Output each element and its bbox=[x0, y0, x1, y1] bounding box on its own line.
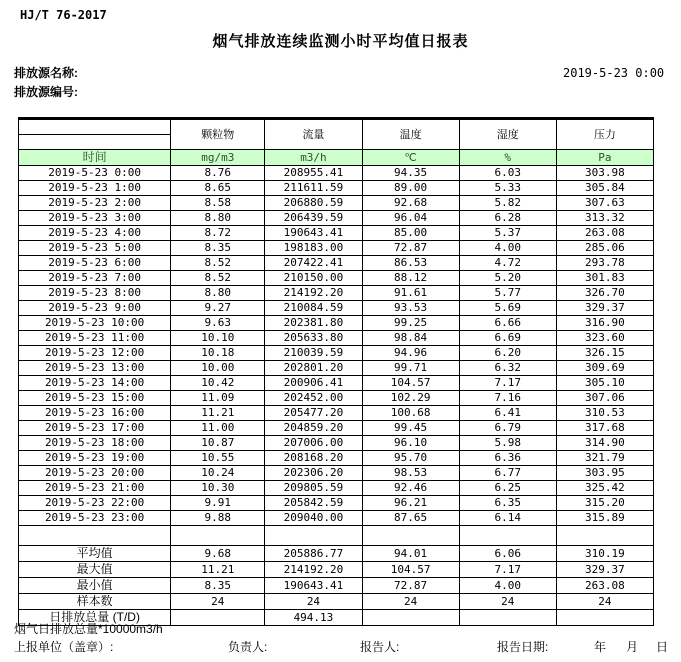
hour-row bbox=[19, 301, 654, 316]
report-datetime: 2019-5-23 0:00 bbox=[563, 66, 665, 80]
value-cell: 310.53 bbox=[556, 406, 653, 421]
value-cell: 6.20 bbox=[459, 346, 556, 361]
value-cell: 205633.80 bbox=[265, 331, 362, 346]
time-cell: 2019-5-23 18:00 bbox=[19, 436, 171, 451]
value-cell: 8.35 bbox=[171, 241, 265, 256]
hour-row bbox=[19, 361, 654, 376]
unit-cell-humidity: % bbox=[459, 150, 556, 166]
value-cell: 326.15 bbox=[556, 346, 653, 361]
value-cell: 316.90 bbox=[556, 316, 653, 331]
value-cell: 6.77 bbox=[459, 466, 556, 481]
value-cell: 207422.41 bbox=[265, 256, 362, 271]
header-empty-cell bbox=[19, 119, 171, 135]
value-cell: 190643.41 bbox=[265, 226, 362, 241]
hour-row bbox=[19, 421, 654, 436]
value-cell: 99.25 bbox=[362, 316, 459, 331]
value-cell: 315.20 bbox=[556, 496, 653, 511]
value-cell: 9.88 bbox=[171, 511, 265, 526]
value-cell: 214192.20 bbox=[265, 286, 362, 301]
value-cell: 102.29 bbox=[362, 391, 459, 406]
value-cell: 5.33 bbox=[459, 181, 556, 196]
time-cell: 2019-5-23 23:00 bbox=[19, 511, 171, 526]
hour-row bbox=[19, 346, 654, 361]
value-cell: 200906.41 bbox=[265, 376, 362, 391]
value-cell: 8.52 bbox=[171, 256, 265, 271]
value-cell: 10.42 bbox=[171, 376, 265, 391]
header-rows bbox=[19, 119, 654, 166]
value-cell: 92.68 bbox=[362, 196, 459, 211]
value-cell: 5.77 bbox=[459, 286, 556, 301]
summary-row bbox=[19, 578, 654, 594]
value-cell: 10.00 bbox=[171, 361, 265, 376]
value-cell: 214192.20 bbox=[265, 562, 362, 578]
total-emission-note: 烟气日排放总量*10000m3/h bbox=[14, 622, 163, 636]
time-cell: 2019-5-23 2:00 bbox=[19, 196, 171, 211]
value-cell: 202381.80 bbox=[265, 316, 362, 331]
value-cell: 202801.20 bbox=[265, 361, 362, 376]
column-header-temperature: 温度 bbox=[362, 119, 459, 150]
value-cell: 210150.00 bbox=[265, 271, 362, 286]
value-cell: 209805.59 bbox=[265, 481, 362, 496]
time-cell: 2019-5-23 8:00 bbox=[19, 286, 171, 301]
value-cell: 24 bbox=[265, 594, 362, 610]
time-cell: 2019-5-23 5:00 bbox=[19, 241, 171, 256]
hour-row bbox=[19, 376, 654, 391]
value-cell: 6.36 bbox=[459, 451, 556, 466]
value-cell: 91.61 bbox=[362, 286, 459, 301]
value-cell: 92.46 bbox=[362, 481, 459, 496]
spacer-row bbox=[19, 526, 654, 546]
value-cell: 9.68 bbox=[171, 546, 265, 562]
value-cell: 85.00 bbox=[362, 226, 459, 241]
value-cell: 211611.59 bbox=[265, 181, 362, 196]
value-cell: 94.35 bbox=[362, 166, 459, 181]
value-cell: 24 bbox=[459, 594, 556, 610]
value-cell: 99.45 bbox=[362, 421, 459, 436]
value-cell: 99.71 bbox=[362, 361, 459, 376]
value-cell: 198183.00 bbox=[265, 241, 362, 256]
value-cell: 11.09 bbox=[171, 391, 265, 406]
time-header-cell: 时间 bbox=[19, 150, 171, 166]
value-cell: 206880.59 bbox=[265, 196, 362, 211]
column-header-pressure: 压力 bbox=[556, 119, 653, 150]
value-cell: 263.08 bbox=[556, 578, 653, 594]
unit-cell-pressure: Pa bbox=[556, 150, 653, 166]
value-cell: 24 bbox=[556, 594, 653, 610]
value-cell: 202306.20 bbox=[265, 466, 362, 481]
hour-row bbox=[19, 181, 654, 196]
time-cell: 2019-5-23 7:00 bbox=[19, 271, 171, 286]
reporting-unit-label: 上报单位（盖章）: bbox=[14, 640, 114, 654]
hour-row bbox=[19, 436, 654, 451]
value-cell: 8.65 bbox=[171, 181, 265, 196]
value-cell: 100.68 bbox=[362, 406, 459, 421]
value-cell: 6.35 bbox=[459, 496, 556, 511]
value-cell: 6.69 bbox=[459, 331, 556, 346]
value-cell: 4.00 bbox=[459, 241, 556, 256]
value-cell: 5.82 bbox=[459, 196, 556, 211]
value-cell: 8.72 bbox=[171, 226, 265, 241]
value-cell: 317.68 bbox=[556, 421, 653, 436]
summary-row bbox=[19, 546, 654, 562]
value-cell: 7.17 bbox=[459, 562, 556, 578]
time-cell: 2019-5-23 11:00 bbox=[19, 331, 171, 346]
value-cell: 205477.20 bbox=[265, 406, 362, 421]
time-cell: 2019-5-23 3:00 bbox=[19, 211, 171, 226]
summary-row bbox=[19, 562, 654, 578]
reporter-label: 报告人: bbox=[360, 640, 400, 654]
value-cell: 202452.00 bbox=[265, 391, 362, 406]
value-cell: 95.70 bbox=[362, 451, 459, 466]
source-code-label: 排放源编号: bbox=[14, 85, 78, 99]
value-cell bbox=[459, 610, 556, 626]
value-cell: 6.79 bbox=[459, 421, 556, 436]
value-cell bbox=[362, 526, 459, 546]
hour-row bbox=[19, 511, 654, 526]
hour-row bbox=[19, 481, 654, 496]
value-cell: 323.60 bbox=[556, 331, 653, 346]
value-cell: 89.00 bbox=[362, 181, 459, 196]
summary-label-cell: 最小值 bbox=[19, 578, 171, 594]
value-cell: 10.24 bbox=[171, 466, 265, 481]
value-cell: 94.96 bbox=[362, 346, 459, 361]
unit-cell-flow: m3/h bbox=[265, 150, 362, 166]
value-cell: 8.52 bbox=[171, 271, 265, 286]
value-cell: 307.06 bbox=[556, 391, 653, 406]
hour-row bbox=[19, 391, 654, 406]
value-cell: 8.80 bbox=[171, 286, 265, 301]
time-cell: 2019-5-23 14:00 bbox=[19, 376, 171, 391]
value-cell: 209040.00 bbox=[265, 511, 362, 526]
value-cell: 326.70 bbox=[556, 286, 653, 301]
value-cell: 6.66 bbox=[459, 316, 556, 331]
time-cell: 2019-5-23 21:00 bbox=[19, 481, 171, 496]
value-cell bbox=[556, 610, 653, 626]
table-header-row bbox=[19, 119, 654, 135]
column-header-particulate: 颗粒物 bbox=[171, 119, 265, 150]
value-cell bbox=[459, 526, 556, 546]
value-cell: 4.00 bbox=[459, 578, 556, 594]
year-label: 年 bbox=[594, 640, 607, 654]
value-cell: 6.06 bbox=[459, 546, 556, 562]
value-cell: 5.20 bbox=[459, 271, 556, 286]
value-cell: 285.06 bbox=[556, 241, 653, 256]
value-cell: 87.65 bbox=[362, 511, 459, 526]
value-cell: 10.30 bbox=[171, 481, 265, 496]
value-cell: 301.83 bbox=[556, 271, 653, 286]
value-cell: 313.32 bbox=[556, 211, 653, 226]
value-cell: 9.27 bbox=[171, 301, 265, 316]
value-cell: 6.41 bbox=[459, 406, 556, 421]
hour-row bbox=[19, 226, 654, 241]
value-cell: 305.84 bbox=[556, 181, 653, 196]
time-cell: 2019-5-23 13:00 bbox=[19, 361, 171, 376]
value-cell: 9.63 bbox=[171, 316, 265, 331]
value-cell: 104.57 bbox=[362, 376, 459, 391]
value-cell: 11.21 bbox=[171, 406, 265, 421]
summary-label-cell: 最大值 bbox=[19, 562, 171, 578]
value-cell: 88.12 bbox=[362, 271, 459, 286]
responsible-person-label: 负责人: bbox=[228, 640, 268, 654]
value-cell: 325.42 bbox=[556, 481, 653, 496]
column-header-flow: 流量 bbox=[265, 119, 362, 150]
value-cell: 205842.59 bbox=[265, 496, 362, 511]
hour-row bbox=[19, 496, 654, 511]
value-cell: 303.95 bbox=[556, 466, 653, 481]
value-cell: 96.10 bbox=[362, 436, 459, 451]
value-cell: 5.37 bbox=[459, 226, 556, 241]
value-cell: 6.25 bbox=[459, 481, 556, 496]
value-cell: 329.37 bbox=[556, 301, 653, 316]
value-cell: 98.84 bbox=[362, 331, 459, 346]
time-cell: 2019-5-23 10:00 bbox=[19, 316, 171, 331]
value-cell: 307.63 bbox=[556, 196, 653, 211]
standard-number: HJ/T 76-2017 bbox=[20, 8, 107, 22]
unit-row bbox=[19, 150, 654, 166]
value-cell: 6.03 bbox=[459, 166, 556, 181]
value-cell: 5.69 bbox=[459, 301, 556, 316]
hour-row bbox=[19, 241, 654, 256]
hour-row bbox=[19, 331, 654, 346]
time-cell: 2019-5-23 15:00 bbox=[19, 391, 171, 406]
value-cell: 204859.20 bbox=[265, 421, 362, 436]
value-cell: 10.18 bbox=[171, 346, 265, 361]
value-cell: 207006.00 bbox=[265, 436, 362, 451]
value-cell: 24 bbox=[362, 594, 459, 610]
value-cell: 98.53 bbox=[362, 466, 459, 481]
value-cell: 10.55 bbox=[171, 451, 265, 466]
hour-row bbox=[19, 256, 654, 271]
value-cell: 309.69 bbox=[556, 361, 653, 376]
time-cell: 2019-5-23 0:00 bbox=[19, 166, 171, 181]
value-cell: 94.01 bbox=[362, 546, 459, 562]
value-cell: 8.58 bbox=[171, 196, 265, 211]
time-cell: 2019-5-23 1:00 bbox=[19, 181, 171, 196]
value-cell: 8.76 bbox=[171, 166, 265, 181]
value-cell: 5.98 bbox=[459, 436, 556, 451]
value-cell: 314.90 bbox=[556, 436, 653, 451]
month-label: 月 bbox=[626, 640, 639, 654]
value-cell bbox=[171, 610, 265, 626]
value-cell: 86.53 bbox=[362, 256, 459, 271]
hour-rows bbox=[19, 166, 654, 526]
value-cell: 93.53 bbox=[362, 301, 459, 316]
value-cell: 24 bbox=[171, 594, 265, 610]
unit-cell-temperature: ℃ bbox=[362, 150, 459, 166]
hour-row bbox=[19, 211, 654, 226]
source-name-label: 排放源名称: bbox=[14, 66, 78, 80]
time-cell: 2019-5-23 12:00 bbox=[19, 346, 171, 361]
value-cell: 96.21 bbox=[362, 496, 459, 511]
time-cell: 2019-5-23 20:00 bbox=[19, 466, 171, 481]
header-empty-cell bbox=[19, 135, 171, 150]
value-cell: 7.17 bbox=[459, 376, 556, 391]
report-date-label: 报告日期: bbox=[497, 640, 549, 654]
empty-cell bbox=[19, 526, 171, 546]
value-cell: 210084.59 bbox=[265, 301, 362, 316]
value-cell: 315.89 bbox=[556, 511, 653, 526]
hour-row bbox=[19, 271, 654, 286]
value-cell: 7.16 bbox=[459, 391, 556, 406]
value-cell bbox=[171, 526, 265, 546]
time-cell: 2019-5-23 19:00 bbox=[19, 451, 171, 466]
value-cell: 208955.41 bbox=[265, 166, 362, 181]
unit-cell-particulate: mg/m3 bbox=[171, 150, 265, 166]
value-cell: 303.98 bbox=[556, 166, 653, 181]
summary-label-cell: 样本数 bbox=[19, 594, 171, 610]
hour-row bbox=[19, 406, 654, 421]
value-cell: 96.04 bbox=[362, 211, 459, 226]
value-cell: 205886.77 bbox=[265, 546, 362, 562]
value-cell: 4.72 bbox=[459, 256, 556, 271]
time-cell: 2019-5-23 16:00 bbox=[19, 406, 171, 421]
value-cell: 8.35 bbox=[171, 578, 265, 594]
summary-rows bbox=[19, 526, 654, 626]
value-cell: 310.19 bbox=[556, 546, 653, 562]
value-cell: 10.87 bbox=[171, 436, 265, 451]
value-cell: 206439.59 bbox=[265, 211, 362, 226]
time-cell: 2019-5-23 6:00 bbox=[19, 256, 171, 271]
value-cell: 263.08 bbox=[556, 226, 653, 241]
value-cell: 305.10 bbox=[556, 376, 653, 391]
hour-row bbox=[19, 466, 654, 481]
value-cell: 190643.41 bbox=[265, 578, 362, 594]
value-cell bbox=[362, 610, 459, 626]
summary-label-cell: 平均值 bbox=[19, 546, 171, 562]
value-cell: 6.28 bbox=[459, 211, 556, 226]
value-cell: 208168.20 bbox=[265, 451, 362, 466]
hour-row bbox=[19, 286, 654, 301]
value-cell: 9.91 bbox=[171, 496, 265, 511]
time-cell: 2019-5-23 9:00 bbox=[19, 301, 171, 316]
hour-row bbox=[19, 451, 654, 466]
page-title: 烟气排放连续监测小时平均值日报表 bbox=[212, 33, 469, 50]
value-cell bbox=[556, 526, 653, 546]
value-cell: 6.32 bbox=[459, 361, 556, 376]
value-cell: 6.14 bbox=[459, 511, 556, 526]
time-cell: 2019-5-23 4:00 bbox=[19, 226, 171, 241]
value-cell: 72.87 bbox=[362, 578, 459, 594]
value-cell: 329.37 bbox=[556, 562, 653, 578]
day-label: 日 bbox=[656, 640, 669, 654]
value-cell bbox=[265, 526, 362, 546]
time-cell: 2019-5-23 17:00 bbox=[19, 421, 171, 436]
hour-row bbox=[19, 316, 654, 331]
value-cell: 104.57 bbox=[362, 562, 459, 578]
value-cell: 293.78 bbox=[556, 256, 653, 271]
value-cell: 8.80 bbox=[171, 211, 265, 226]
value-cell: 321.79 bbox=[556, 451, 653, 466]
hour-row bbox=[19, 196, 654, 211]
value-cell: 11.21 bbox=[171, 562, 265, 578]
report-table bbox=[18, 117, 654, 626]
summary-row bbox=[19, 594, 654, 610]
value-cell: 11.00 bbox=[171, 421, 265, 436]
value-cell: 72.87 bbox=[362, 241, 459, 256]
summary-label-cell: 日排放总量 (T/D) bbox=[19, 610, 171, 626]
value-cell: 494.13 bbox=[265, 610, 362, 626]
value-cell: 210039.59 bbox=[265, 346, 362, 361]
hour-row bbox=[19, 166, 654, 181]
value-cell: 10.10 bbox=[171, 331, 265, 346]
column-header-humidity: 湿度 bbox=[459, 119, 556, 150]
time-cell: 2019-5-23 22:00 bbox=[19, 496, 171, 511]
